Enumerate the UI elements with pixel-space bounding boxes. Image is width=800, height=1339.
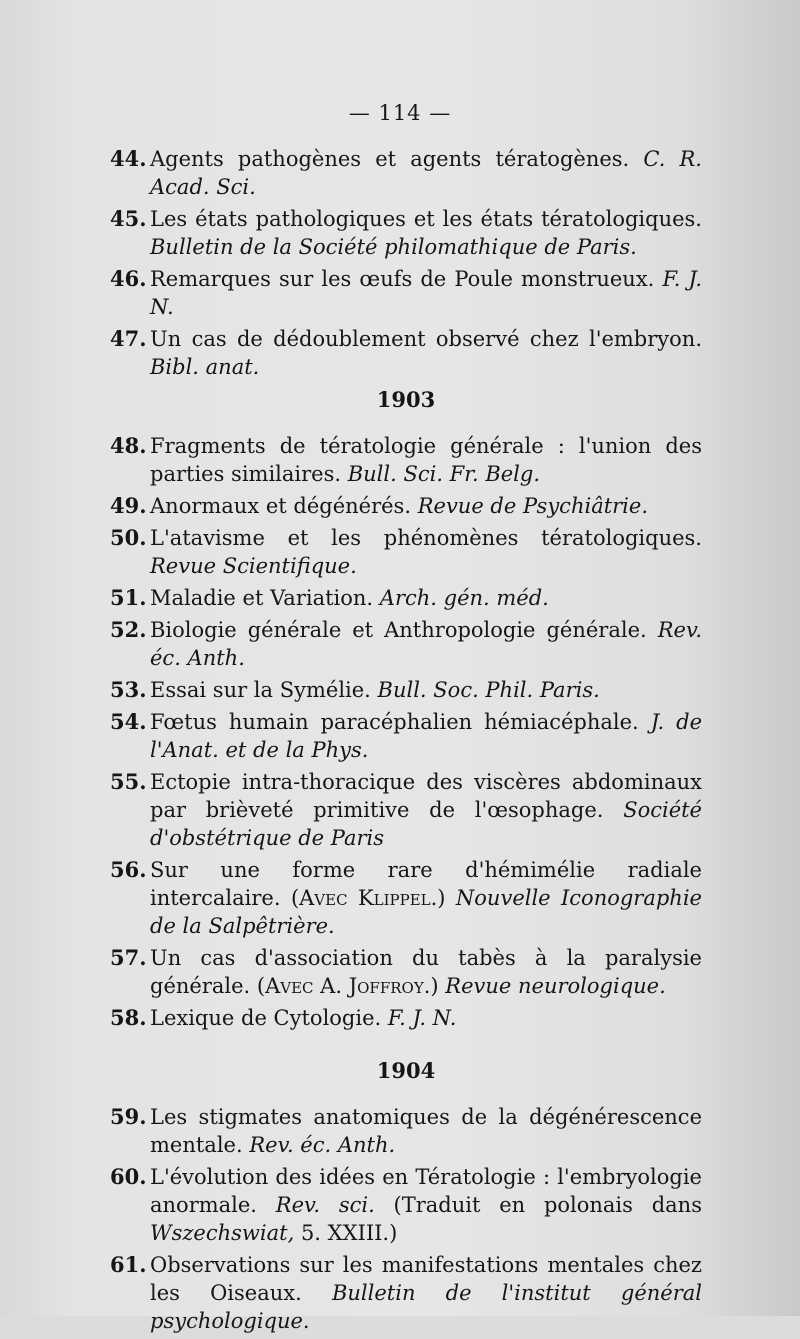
entry-title: Ectopie intra-thoracique des viscères abdominaux par brièveté primitive de l'œsophage.: [150, 770, 702, 822]
list-item: [110, 944, 702, 1000]
entry-title: Maladie et Variation.: [150, 586, 374, 610]
list-item: [110, 676, 702, 704]
entry-text: [150, 856, 702, 940]
entry-text: [150, 205, 702, 261]
entry-coauthor: (Avec Klippel.): [290, 886, 446, 910]
entry-number: 58.: [110, 1005, 147, 1030]
entry-number: 55.: [110, 769, 147, 794]
entry-number: 51.: [110, 585, 147, 610]
entry-number: 56.: [110, 857, 147, 882]
entry-text: [150, 1251, 702, 1335]
entry-source: F. J. N.: [150, 267, 703, 319]
entry-title: L'atavisme et les phénomènes tératologiques.: [150, 526, 702, 550]
entry-note-end: 5. XXIII.): [300, 1221, 398, 1245]
entry-source: C. R. Acad. Sci.: [150, 147, 702, 199]
list-item: [110, 205, 702, 261]
entry-number: 49.: [110, 493, 147, 518]
entry-number: 60.: [110, 1164, 147, 1189]
list-item: [110, 1103, 702, 1159]
entry-title: Lexique de Cytologie.: [150, 1006, 382, 1030]
entry-text: [150, 616, 702, 672]
entry-number: 50.: [110, 525, 147, 550]
entry-text: [150, 676, 702, 704]
list-item: [110, 708, 702, 764]
bibliography-list: [110, 145, 702, 1339]
entry-number: 48.: [110, 433, 147, 458]
entry-text: [150, 325, 702, 381]
entry-source: J. de l'Anat. et de la Phys.: [150, 710, 702, 762]
entry-coauthor: (Avec A. Joffroy.): [256, 974, 439, 998]
entry-source: F. J. N.: [387, 1006, 457, 1030]
entry-number: 54.: [110, 709, 147, 734]
entry-source: Rev. sci.: [275, 1193, 375, 1217]
entry-number: 46.: [110, 266, 147, 291]
entry-text: [150, 1103, 702, 1159]
entry-text: [150, 524, 702, 580]
entry-number: 45.: [110, 206, 147, 231]
entry-title: Les stigmates anatomiques de la dégénérescence mentale.: [150, 1105, 702, 1157]
list-item: [110, 1004, 702, 1032]
entry-title: Essai sur la Symélie.: [150, 678, 371, 702]
entry-title: Remarques sur les œufs de Poule monstrueux.: [150, 267, 655, 291]
entry-number: 44.: [110, 146, 147, 171]
list-item: [110, 584, 702, 612]
entry-source: Nouvelle Iconographie de la Salpêtrière.: [150, 886, 702, 938]
entry-number: 61.: [110, 1252, 147, 1277]
entry-title: Anormaux et dégénérés.: [150, 494, 412, 518]
entry-source: Rev. éc. Anth.: [249, 1133, 396, 1157]
list-item: [110, 856, 702, 940]
list-item: [110, 616, 702, 672]
entry-source: Revue Scientifique.: [150, 554, 357, 578]
entry-title: Les états pathologiques et les états tératologiques.: [150, 207, 702, 231]
entry-title: Biologie générale et Anthropologie générale.: [150, 618, 647, 642]
entry-title: Sur une forme rare d'hémimélie radiale intercalaire.: [150, 858, 702, 910]
entry-source: Bulletin de la Société philomathique de Paris.: [150, 235, 637, 259]
entry-text: [150, 768, 702, 852]
entry-text: [150, 584, 702, 612]
entry-source: Bull. Soc. Phil. Paris.: [377, 678, 600, 702]
entry-text: [150, 1163, 702, 1247]
entry-source: Société d'obstétrique de Paris: [150, 798, 702, 850]
entry-source: Bull. Sci. Fr. Belg.: [347, 462, 541, 486]
entry-text: [150, 265, 702, 321]
entry-text: [150, 944, 702, 1000]
entry-title: Un cas d'association du tabès à la paralysie générale.: [150, 946, 702, 998]
entry-source: Bibl. anat.: [150, 355, 260, 379]
list-item: [110, 325, 702, 381]
entry-text: [150, 708, 702, 764]
year-heading: 1903: [376, 387, 436, 412]
entry-number: 47.: [110, 326, 147, 351]
entry-title: Fœtus humain paracéphalien hémiacéphale.: [150, 710, 639, 734]
entry-number: 53.: [110, 677, 147, 702]
entry-number: 59.: [110, 1104, 147, 1129]
entry-title: Fragments de tératologie générale : l'union des parties similaires.: [150, 434, 702, 486]
entry-source: Bulletin de l'institut général psychologique.: [150, 1281, 702, 1333]
page-number: — 114 —: [348, 101, 452, 125]
list-item: [110, 265, 702, 321]
entry-source: Revue de Psychiâtrie.: [417, 494, 649, 518]
entry-note-source: Wszechswiat,: [150, 1221, 295, 1245]
entry-text: [150, 432, 702, 488]
list-item: [110, 492, 702, 520]
list-item: [110, 432, 702, 488]
entry-source: Revue neurologique.: [445, 974, 666, 998]
entry-title: L'évolution des idées en Tératologie : l'embryologie anormale.: [150, 1165, 702, 1217]
list-item: [110, 1251, 702, 1335]
entry-text: [150, 1004, 702, 1032]
entry-text: [150, 492, 702, 520]
entry-source: Rev. éc. Anth.: [150, 618, 702, 670]
list-item: [110, 768, 702, 852]
entry-source: Arch. gén. méd.: [379, 586, 549, 610]
list-item: [110, 524, 702, 580]
entry-text: [150, 145, 702, 201]
entry-title: Observations sur les manifestations mentales chez les Oiseaux.: [150, 1253, 702, 1305]
list-item: [110, 145, 702, 201]
entry-note: (Traduit en polonais dans: [393, 1193, 702, 1217]
entry-number: 52.: [110, 617, 147, 642]
entry-number: 57.: [110, 945, 147, 970]
list-item: [110, 1163, 702, 1247]
entry-title: Agents pathogènes et agents tératogènes.: [150, 147, 630, 171]
entry-title: Un cas de dédoublement observé chez l'embryon.: [150, 327, 702, 351]
year-heading: 1904: [376, 1058, 436, 1083]
